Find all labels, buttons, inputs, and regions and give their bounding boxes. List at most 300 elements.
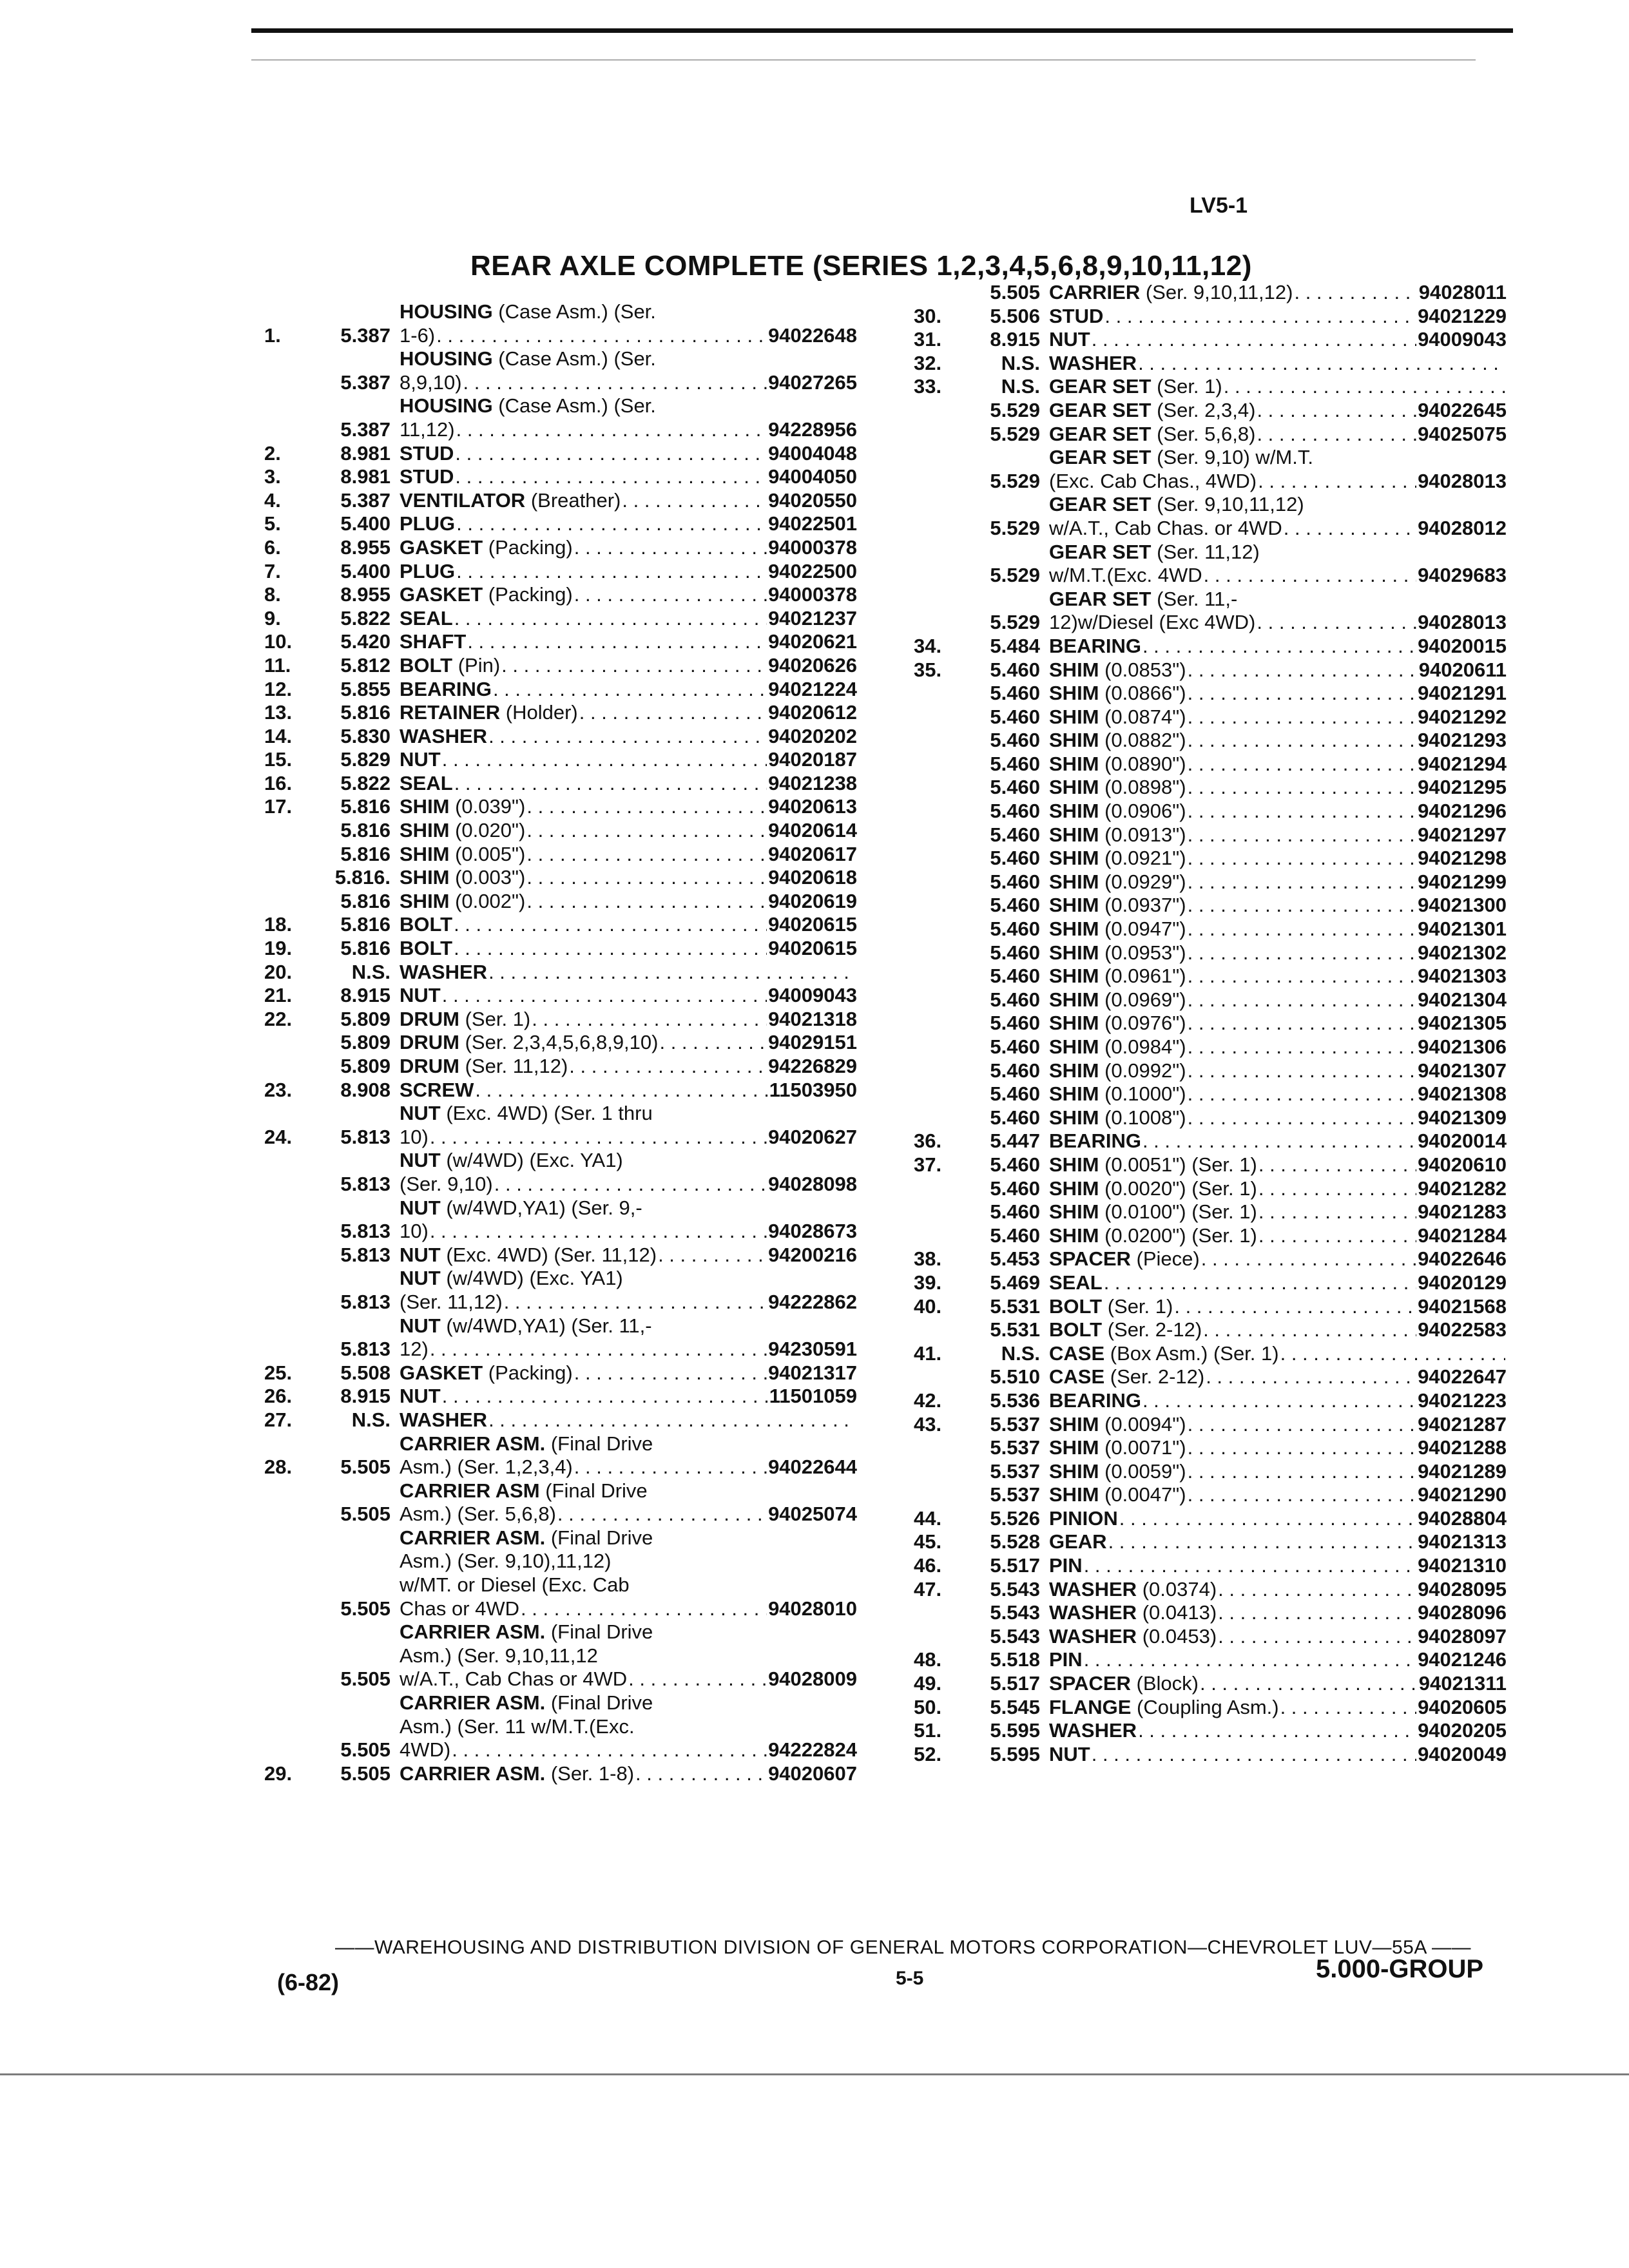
- dot-leader: [1188, 988, 1416, 1012]
- group-number: 5.505: [340, 1762, 390, 1785]
- description-text: [400, 1055, 568, 1079]
- entry-body: [1049, 941, 1507, 965]
- entry-description: [400, 890, 857, 914]
- description-text: [400, 347, 656, 371]
- part-number: 94021289: [1418, 1459, 1507, 1483]
- part-name: SHIM: [1049, 1106, 1099, 1129]
- description-text: [1049, 1743, 1090, 1767]
- part-name: SHIM: [1049, 1459, 1099, 1483]
- part-number: 94021293: [1418, 729, 1507, 752]
- description-line: [400, 1691, 857, 1715]
- description-line: [1049, 1012, 1507, 1035]
- entry-body: [400, 347, 857, 394]
- description-text: [400, 866, 525, 890]
- description-text: [1049, 1247, 1200, 1271]
- group-number: 5.531: [990, 1318, 1040, 1341]
- item-index: 1.: [264, 323, 281, 347]
- description-line: [1049, 1200, 1507, 1224]
- item-index: 30.: [914, 304, 942, 327]
- dot-leader: [532, 1008, 767, 1032]
- part-number: 94222824: [768, 1738, 857, 1762]
- entry-description: [1049, 1153, 1507, 1177]
- description-line: [1049, 399, 1507, 423]
- group-number: 5.537: [990, 1436, 1040, 1459]
- dot-leader: [456, 512, 767, 536]
- part-name: SHIM: [1049, 1436, 1099, 1459]
- description-text: [1049, 1436, 1186, 1460]
- group-number: 5.506: [990, 304, 1040, 327]
- dot-leader: [658, 1244, 767, 1267]
- group-number: 5.400: [340, 512, 390, 535]
- part-detail: (Piece): [1130, 1247, 1200, 1271]
- part-number: 94020610: [1418, 1153, 1507, 1176]
- part-name: SHIM: [400, 819, 450, 842]
- entry-body: [1049, 281, 1507, 305]
- group-number: 8.981: [340, 441, 390, 465]
- description-line: [400, 795, 857, 819]
- entry-body: [1049, 682, 1507, 706]
- group-number: 5.469: [990, 1271, 1040, 1294]
- item-index: 13.: [264, 701, 293, 724]
- parts-entry: [914, 1436, 1507, 1460]
- parts-entry: [914, 1200, 1507, 1224]
- part-detail: (Pin): [452, 653, 501, 677]
- part-number: 94021317: [768, 1361, 857, 1384]
- parts-entry: [264, 1244, 857, 1267]
- group-number: N.S.: [1001, 375, 1040, 398]
- parts-entry: [264, 1079, 857, 1102]
- dot-leader: [1294, 281, 1417, 305]
- part-name: DRUM: [400, 1031, 459, 1054]
- part-number: 94022583: [1418, 1318, 1507, 1341]
- part-name: SHIM: [1049, 1035, 1099, 1058]
- parts-entry: [264, 1361, 857, 1385]
- entry-description: [400, 701, 857, 725]
- part-name: GASKET: [400, 1361, 483, 1384]
- parts-entry: [914, 658, 1507, 682]
- parts-entry: [264, 701, 857, 725]
- part-name: GEAR SET: [1049, 540, 1152, 563]
- description-line: [1049, 470, 1507, 494]
- entry-description: [400, 394, 857, 441]
- item-index: 20.: [264, 960, 293, 983]
- entry-body: [1049, 753, 1507, 776]
- entry-description: [1049, 1648, 1507, 1672]
- entry-body: [400, 843, 857, 867]
- description-text: [1049, 1295, 1173, 1319]
- group-number: 5.816: [340, 937, 390, 960]
- item-index: 9.: [264, 606, 281, 629]
- entry-body: [1049, 635, 1507, 658]
- description-text: [1049, 706, 1186, 729]
- parts-entry: [264, 937, 857, 961]
- parts-entry: [264, 1314, 857, 1361]
- description-text: [400, 1008, 530, 1032]
- part-name: SHIM: [1049, 847, 1099, 870]
- part-name: GEAR SET: [1049, 587, 1152, 610]
- part-number: 94020619: [768, 889, 857, 912]
- group-number: 5.460: [990, 776, 1040, 799]
- description-line: [1049, 1483, 1507, 1507]
- description-line: [1049, 1271, 1507, 1295]
- description-text: [1049, 1106, 1186, 1130]
- part-detail: 11,12): [400, 418, 455, 441]
- entry-description: [1049, 1295, 1507, 1319]
- description-line: [1049, 1507, 1507, 1531]
- entry-description: [1049, 1082, 1507, 1106]
- entry-body: [400, 583, 857, 607]
- description-text: [1049, 635, 1141, 658]
- part-detail: (0.0374): [1137, 1577, 1217, 1600]
- part-detail: (w/4WD,YA1) (Ser. 9,-: [440, 1196, 642, 1219]
- description-line: [1049, 1153, 1507, 1177]
- part-number: 94021288: [1418, 1436, 1507, 1459]
- part-name: SHIM: [1049, 1200, 1099, 1224]
- part-detail: (0.0882"): [1099, 729, 1186, 752]
- entry-description: [1049, 423, 1507, 447]
- group-number: 5.460: [990, 847, 1040, 870]
- entry-description: [400, 913, 857, 937]
- group-number: 5.505: [340, 1597, 390, 1620]
- part-name: NUT: [1049, 328, 1090, 351]
- entry-description: [400, 1031, 857, 1055]
- description-line: [400, 442, 857, 466]
- dot-leader: [579, 701, 767, 725]
- entry-body: [1049, 1436, 1507, 1460]
- part-name: SHIM: [1049, 894, 1099, 917]
- description-text: [400, 1031, 658, 1055]
- page-code: LV5-1: [1190, 193, 1248, 218]
- entry-description: [400, 1244, 857, 1267]
- part-detail: (Box Asm.) (Ser. 1): [1104, 1341, 1279, 1365]
- part-name: CARRIER: [1049, 281, 1141, 303]
- description-text: [1049, 1483, 1186, 1507]
- description-text: [1049, 1648, 1083, 1672]
- group-number: 5.816: [340, 889, 390, 912]
- entry-description: [1049, 1247, 1507, 1271]
- entry-description: [1049, 1413, 1507, 1437]
- parts-entry: [914, 1247, 1507, 1271]
- part-number: 94021290: [1418, 1483, 1507, 1506]
- description-line: [1049, 1177, 1507, 1201]
- part-name: SHIM: [400, 795, 450, 818]
- description-text: [1049, 470, 1257, 494]
- description-text: [400, 1385, 441, 1408]
- description-text: [400, 843, 525, 867]
- description-text: [400, 795, 525, 819]
- description-text: [400, 394, 656, 418]
- entry-body: [400, 654, 857, 678]
- entry-body: [400, 701, 857, 725]
- description-line: [400, 560, 857, 584]
- dot-leader: [1084, 1648, 1416, 1672]
- description-line: [400, 866, 857, 890]
- dot-leader: [659, 1031, 767, 1055]
- entry-body: [1049, 328, 1507, 352]
- description-text: [400, 1432, 653, 1456]
- group-number: 5.855: [340, 677, 390, 700]
- description-line: [400, 890, 857, 914]
- part-name: NUT: [1049, 1742, 1090, 1765]
- part-detail: (0.0200") (Ser. 1): [1099, 1224, 1257, 1247]
- description-line: [400, 1314, 857, 1338]
- dot-leader: [1188, 1106, 1416, 1130]
- entry-description: [400, 1526, 857, 1620]
- part-detail: 12)w/Diesel (Exc 4WD): [1049, 611, 1256, 634]
- part-name: GASKET: [400, 535, 483, 559]
- parts-entry: [264, 1432, 857, 1479]
- parts-entry: [914, 1295, 1507, 1319]
- part-number: 94021291: [1418, 682, 1507, 705]
- part-detail: (0.1000"): [1099, 1082, 1186, 1106]
- part-name: WASHER: [1049, 1719, 1137, 1742]
- item-index: 47.: [914, 1577, 942, 1600]
- description-text: [1049, 1413, 1186, 1437]
- part-name: NUT: [400, 748, 441, 771]
- parts-entry: [264, 913, 857, 937]
- entry-body: [1049, 1672, 1507, 1696]
- entry-body: [400, 725, 857, 749]
- description-text: [400, 1220, 429, 1244]
- part-detail: (0.0969"): [1099, 988, 1186, 1011]
- description-line: [1049, 823, 1507, 847]
- part-number: 94028012: [1418, 516, 1507, 539]
- dot-leader: [488, 961, 856, 985]
- description-text: [1049, 1224, 1257, 1248]
- parts-entry: [264, 984, 857, 1008]
- part-detail: (Ser. 2,3,4,5,6,8,9,10): [459, 1031, 659, 1054]
- parts-entry: [264, 583, 857, 607]
- part-detail: 1-6): [400, 323, 436, 347]
- part-number: 94020615: [768, 937, 857, 960]
- part-detail: (Holder): [500, 701, 578, 724]
- part-name: NUT: [400, 1149, 441, 1172]
- footer-group-code: 5.000-GROUP: [1316, 1955, 1484, 1983]
- top-rule: [251, 28, 1513, 33]
- entry-description: [1049, 1483, 1507, 1507]
- parts-entry: [914, 1389, 1507, 1413]
- parts-entry: [264, 1267, 857, 1314]
- dot-leader: [1188, 1082, 1416, 1106]
- description-text: [400, 560, 455, 584]
- part-number: 94021318: [768, 1007, 857, 1030]
- part-detail: (0.005"): [449, 842, 526, 865]
- item-index: 35.: [914, 658, 942, 681]
- dot-leader: [574, 583, 767, 607]
- description-text: [400, 489, 621, 513]
- item-index: 5.: [264, 512, 281, 535]
- group-number: 5.816.: [334, 866, 390, 889]
- item-index: 34.: [914, 634, 942, 657]
- part-detail: (Case Asm.) (Ser.: [492, 394, 656, 418]
- parts-entry: [914, 588, 1507, 635]
- description-line: [400, 1267, 857, 1291]
- part-detail: (Ser. 1-8): [545, 1762, 635, 1785]
- item-index: 51.: [914, 1719, 942, 1742]
- entry-description: [1049, 1342, 1507, 1366]
- description-text: [400, 1314, 652, 1338]
- parts-entry: [264, 560, 857, 584]
- dot-leader: [467, 630, 767, 654]
- description-text: [1049, 870, 1186, 894]
- parts-entry: [914, 988, 1507, 1012]
- description-line: [1049, 611, 1507, 635]
- entry-description: [400, 961, 857, 985]
- part-detail: (0.0047"): [1099, 1483, 1186, 1506]
- description-text: [1049, 1200, 1257, 1224]
- part-detail: (Ser. 11,12): [400, 1290, 503, 1313]
- footer-page-number: 5-5: [896, 1968, 924, 1989]
- part-name: SPACER: [1049, 1247, 1131, 1271]
- dot-leader: [430, 1220, 767, 1244]
- item-index: 24.: [264, 1125, 293, 1148]
- dot-leader: [1203, 1318, 1416, 1342]
- group-number: 5.387: [340, 488, 390, 512]
- parts-list-column-right: [914, 281, 1507, 1766]
- part-number: 94021246: [1418, 1648, 1507, 1671]
- part-detail: (0.0984"): [1099, 1035, 1186, 1058]
- group-number: 8.908: [340, 1078, 390, 1101]
- part-number: 94200216: [768, 1243, 857, 1266]
- part-detail: (w/4WD) (Exc. YA1): [440, 1149, 623, 1172]
- description-text: [1049, 847, 1186, 870]
- parts-entry: [264, 1762, 857, 1786]
- entry-body: [1049, 1247, 1507, 1271]
- entry-body: [400, 1149, 857, 1196]
- part-number: 94022645: [1418, 398, 1507, 421]
- group-number: 5.460: [990, 1012, 1040, 1035]
- part-detail: (0.1008"): [1099, 1106, 1186, 1129]
- dot-leader: [1108, 1530, 1416, 1554]
- group-number: 5.484: [990, 634, 1040, 657]
- dot-leader: [1188, 658, 1418, 682]
- part-number: 11503950: [769, 1078, 857, 1101]
- parts-entry: [914, 1578, 1507, 1602]
- part-number: 94000378: [768, 535, 857, 559]
- entry-body: [1049, 1743, 1507, 1767]
- part-number: 94020205: [1418, 1719, 1507, 1742]
- part-name: WASHER: [1049, 1601, 1137, 1624]
- item-index: 19.: [264, 937, 293, 960]
- entry-description: [1049, 988, 1507, 1012]
- entry-body: [400, 300, 857, 347]
- group-number: 5.460: [990, 918, 1040, 941]
- entry-body: [1049, 541, 1507, 588]
- group-number: 5.460: [990, 1224, 1040, 1247]
- entry-description: [1049, 1460, 1507, 1484]
- description-text: [1049, 800, 1186, 823]
- part-number: 94025074: [768, 1503, 857, 1526]
- part-name: DRUM: [400, 1007, 459, 1030]
- entry-description: [1049, 918, 1507, 941]
- entry-body: [400, 678, 857, 702]
- parts-entry: [914, 1224, 1507, 1248]
- dot-leader: [1206, 1365, 1416, 1389]
- description-line: [400, 937, 857, 961]
- description-text: [400, 1738, 450, 1762]
- parts-entry: [914, 423, 1507, 447]
- part-number: 94021295: [1418, 776, 1507, 799]
- parts-entry: [914, 1672, 1507, 1696]
- parts-entry: [914, 1413, 1507, 1437]
- part-detail: Asm.) (Ser. 9,10,11,12: [400, 1644, 598, 1667]
- entry-body: [1049, 305, 1507, 329]
- description-text: [400, 1267, 623, 1291]
- entry-body: [1049, 1177, 1507, 1201]
- group-number: 5.517: [990, 1554, 1040, 1577]
- part-name: CARRIER ASM.: [400, 1432, 546, 1455]
- part-number: 94020611: [1418, 658, 1507, 681]
- group-number: 5.816: [340, 913, 390, 936]
- parts-entry: [914, 305, 1507, 329]
- dot-leader: [1188, 870, 1416, 894]
- parts-entry: [914, 635, 1507, 658]
- description-text: [1049, 1389, 1141, 1413]
- description-text: [1049, 894, 1186, 918]
- part-name: SHIM: [1049, 1177, 1099, 1200]
- description-text: [1049, 753, 1186, 776]
- parts-entry: [914, 1318, 1507, 1342]
- group-number: 5.813: [340, 1338, 390, 1361]
- dot-leader: [1092, 1743, 1416, 1767]
- group-number: 5.460: [990, 705, 1040, 728]
- entry-body: [1049, 1719, 1507, 1743]
- description-line: [1049, 564, 1507, 588]
- entry-body: [1049, 1295, 1507, 1319]
- entry-body: [1049, 1601, 1507, 1625]
- part-name: SPACER: [1049, 1672, 1131, 1695]
- dot-leader: [1258, 1177, 1416, 1201]
- group-number: 5.829: [340, 748, 390, 771]
- dot-leader: [1188, 1413, 1416, 1437]
- entry-description: [400, 937, 857, 961]
- parts-entry: [264, 1691, 857, 1762]
- part-name: FLANGE: [1049, 1695, 1132, 1718]
- group-number: 5.813: [340, 1243, 390, 1266]
- entry-body: [1049, 988, 1507, 1012]
- item-index: 49.: [914, 1672, 942, 1695]
- parts-entry: [264, 394, 857, 441]
- description-text: [1049, 1035, 1186, 1059]
- entry-body: [1049, 1578, 1507, 1602]
- entry-body: [400, 1314, 857, 1361]
- dot-leader: [526, 819, 767, 843]
- part-detail: (0.0874"): [1099, 705, 1186, 728]
- part-number: 94021303: [1418, 965, 1507, 988]
- description-text: [400, 913, 452, 937]
- entry-description: [1049, 682, 1507, 706]
- part-name: SHIM: [1049, 1483, 1099, 1506]
- dot-leader: [1188, 1059, 1416, 1083]
- part-number: 94230591: [768, 1338, 857, 1361]
- parts-entry: [264, 1055, 857, 1079]
- group-number: 5.529: [990, 516, 1040, 539]
- entry-body: [400, 961, 857, 985]
- item-index: 39.: [914, 1271, 942, 1294]
- part-name: GASKET: [400, 583, 483, 606]
- entry-description: [1049, 635, 1507, 658]
- part-number: 94020627: [768, 1125, 857, 1148]
- group-number: 5.812: [340, 653, 390, 677]
- part-number: 94020014: [1418, 1129, 1507, 1153]
- description-text: [1049, 399, 1255, 423]
- parts-entry: [264, 1526, 857, 1620]
- group-number: N.S.: [1001, 351, 1040, 374]
- entry-description: [1049, 1177, 1507, 1201]
- part-name: STUD: [400, 465, 454, 488]
- description-text: [1049, 1318, 1202, 1342]
- description-line: [400, 300, 857, 324]
